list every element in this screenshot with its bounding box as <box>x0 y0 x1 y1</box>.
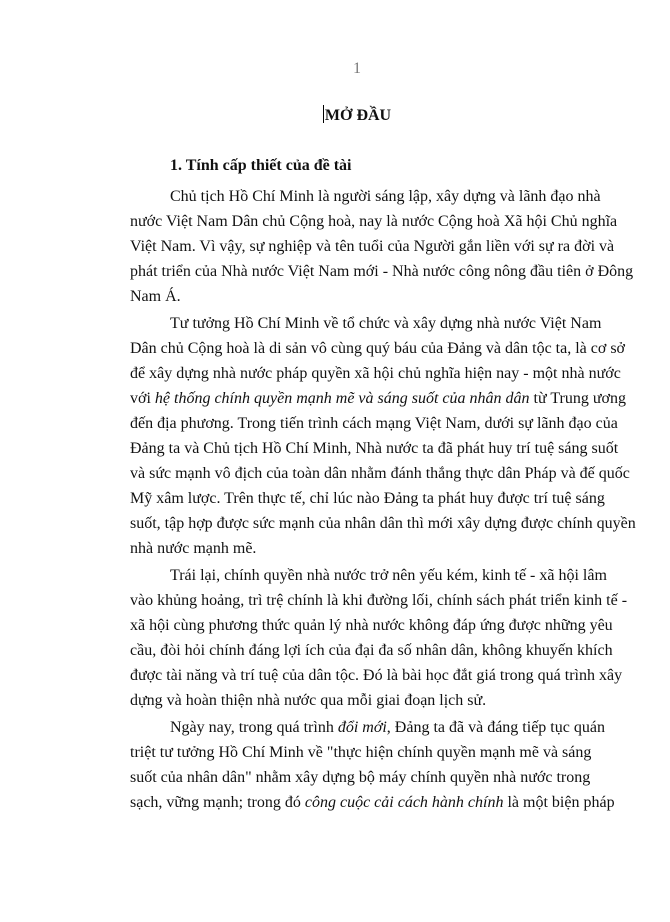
text-run: từ Trung ương <box>529 390 627 407</box>
text-line <box>130 536 546 561</box>
text-run: Trái lại, chính quyền nhà nước trở nên yếu kém, kinh tế - xã hội lâm <box>170 567 607 584</box>
text-line <box>130 688 546 713</box>
text-line <box>130 234 615 259</box>
text-run: suốt của nhân dân" nhằm xây dựng bộ máy chính quyền nhà nước trong <box>130 769 591 786</box>
text-run: xã hội cùng phương thức quản lý nhà nước không đáp ứng được những yêu <box>130 617 613 634</box>
text-line <box>130 511 636 536</box>
document-title[interactable] <box>0 105 670 125</box>
document-body[interactable] <box>130 184 636 815</box>
text-line <box>130 663 623 688</box>
text-line <box>130 311 602 336</box>
text-run: Việt Nam. Vì vậy, sự nghiệp và tên tuổi của Người gắn liền với sự ra đời và <box>130 238 615 255</box>
text-run: sạch, vững mạnh; trong đó <box>130 794 305 811</box>
text-run: Đảng ta và Chủ tịch Hồ Chí Minh, Nhà nước ta đã phát huy trí tuệ sáng suốt <box>130 440 619 457</box>
text-run: Dân chủ Cộng hoà là di sản vô cùng quý báu của Đảng và dân tộc ta, là cơ sở <box>130 340 626 357</box>
paragraph <box>130 715 615 815</box>
text-line <box>130 740 592 765</box>
text-run: Ngày nay, trong quá trình <box>170 719 338 736</box>
text-line <box>130 588 628 613</box>
text-line <box>130 461 630 486</box>
text-line <box>130 486 605 511</box>
text-line <box>130 209 618 234</box>
text-line <box>130 284 546 309</box>
text-run: vào khủng hoảng, trì trệ chính là khi đường lối, chính sách phát triển kinh tế - <box>130 592 628 609</box>
text-run: là một biện pháp <box>503 794 615 811</box>
text-run: được tài năng và trí tuệ của dân tộc. Đó là bài học đắt giá trong quá trình xây <box>130 667 623 684</box>
page-number: 1 <box>353 60 361 77</box>
italic-text: công cuộc cải cách hành chính <box>304 794 504 811</box>
text-line <box>130 790 615 815</box>
text-run: cầu, đòi hỏi chính đáng lợi ích của đại đa số nhân dân, không khuyến khích <box>130 642 613 659</box>
italic-text: đổi mới <box>337 719 387 736</box>
text-run: Chủ tịch Hồ Chí Minh là người sáng lập, xây dựng và lãnh đạo nhà <box>170 188 601 205</box>
paragraph <box>130 563 628 713</box>
italic-text: hệ thống chính quyền mạnh mẽ và sáng suốt của nhân dân <box>154 390 530 407</box>
text-run: suốt, tập hợp được sức mạnh của nhân dân thì mới xây dựng được chính quyền <box>130 515 636 532</box>
text-line <box>130 184 601 209</box>
section-heading: 1. Tính cấp thiết của đề tài <box>170 157 352 174</box>
text-run: triệt tư tưởng Hồ Chí Minh về "thực hiện chính quyền mạnh mẽ và sáng <box>130 744 592 761</box>
text-run: phát triển của Nhà nước Việt Nam mới - Nhà nước công nông đầu tiên ở Đông <box>130 263 634 280</box>
paragraph <box>130 184 634 309</box>
text-run: Tư tưởng Hồ Chí Minh về tổ chức và xây dựng nhà nước Việt Nam <box>170 315 602 332</box>
text-run: Mỹ xâm lược. Trên thực tế, chỉ lúc nào Đảng ta phát huy được trí tuệ sáng <box>130 490 605 507</box>
text-cursor <box>323 105 324 123</box>
text-run: Nam Á. <box>130 288 181 305</box>
text-line <box>130 259 634 284</box>
text-run: nước Việt Nam Dân chủ Cộng hoà, nay là nước Cộng hoà Xã hội Chủ nghĩa <box>130 213 618 230</box>
text-run: và sức mạnh vô địch của toàn dân nhằm đánh thắng thực dân Pháp và đế quốc <box>130 465 630 482</box>
text-run: để xây dựng nhà nước pháp quyền xã hội chủ nghĩa hiện nay - một nhà nước <box>130 365 621 382</box>
text-run: đến địa phương. Trong tiến trình cách mạng Việt Nam, dưới sự lãnh đạo của <box>130 415 618 432</box>
text-run: nhà nước mạnh mẽ. <box>130 540 257 557</box>
text-line <box>130 638 613 663</box>
text-line <box>130 411 618 436</box>
text-line <box>130 386 627 411</box>
text-line <box>130 336 626 361</box>
title-text: MỞ ĐẦU <box>324 107 392 124</box>
text-run: với <box>130 390 155 407</box>
text-line <box>130 715 605 740</box>
text-run: dựng và hoàn thiện nhà nước qua mỗi giai đoạn lịch sử. <box>130 692 487 709</box>
text-line <box>130 765 591 790</box>
paragraph <box>130 311 636 561</box>
text-line <box>130 613 613 638</box>
text-run: , Đảng ta đã và đáng tiếp tục quán <box>386 719 605 736</box>
text-line <box>130 361 621 386</box>
text-line <box>130 436 619 461</box>
text-line <box>130 563 607 588</box>
